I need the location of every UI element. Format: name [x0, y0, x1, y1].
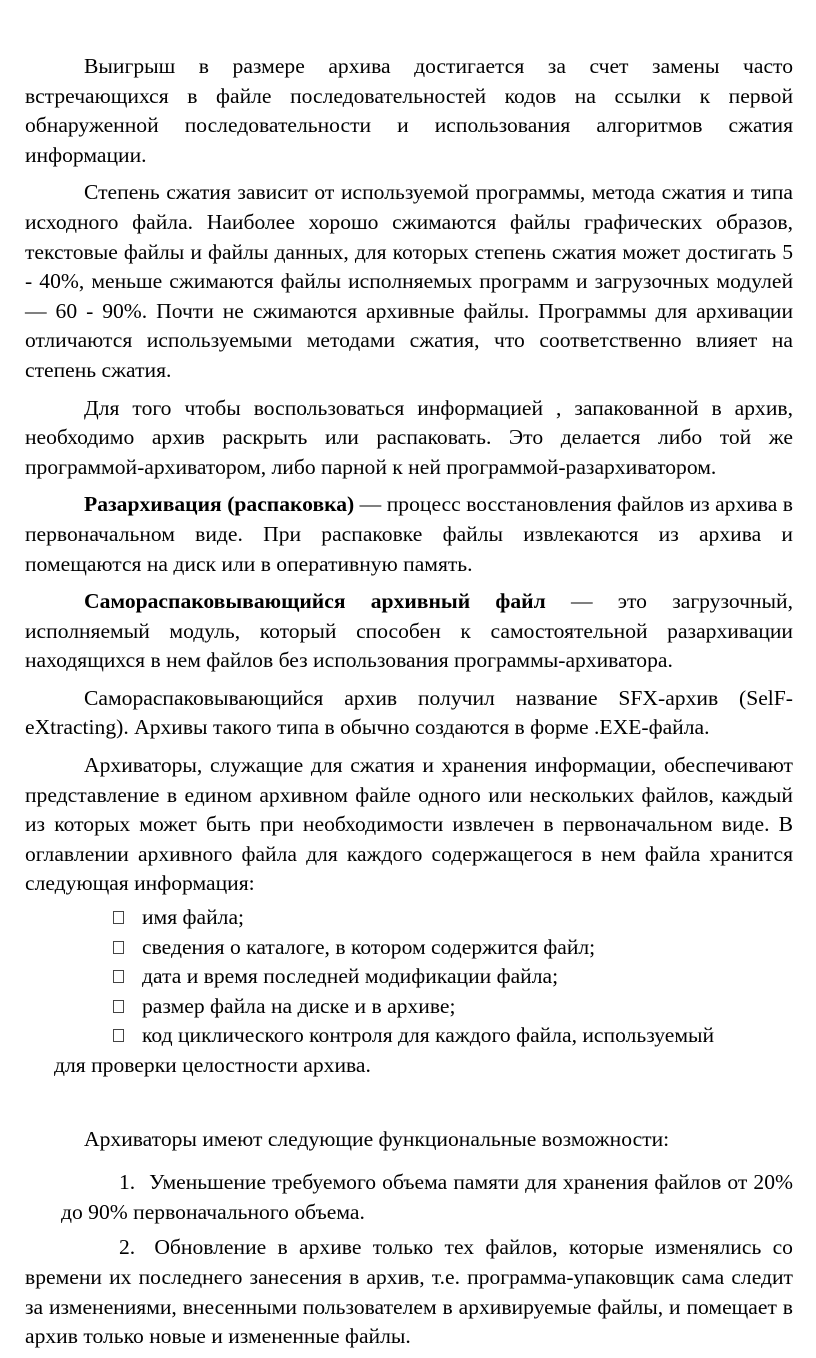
bullet-box-icon [113, 911, 124, 924]
item-text: Обновление в архиве только тех файлов, которые изменялись со времени их последнего занесения в архив, т.е. программа-упаковщик сама следит за изменениями, внесенными пользователем в архивируемые файлы, и помещает в архив только новые и измененные файлы. [25, 1235, 793, 1349]
paragraph-sfx-definition [25, 587, 793, 676]
bullet-box-icon [113, 941, 124, 954]
paragraph-compression-ratio: Степень сжатия зависит от используемой программы, метода сжатия и типа исходного файла. Наиболее хорошо сжимаются файлы графических образов, текстовые файлы и файлы данных, для которых степень сжатия может достигать 5 - 40%, меньше сжимаются файлы исполняемых программ и загрузочных модулей — 60 - 90%. Почти не сжимаются архивные файлы. Программы для архивации отличаются используемыми методами сжатия, что соответственно влияет на степень сжатия. [25, 180, 793, 382]
paragraph-sfx-name: Самораспаковывающийся архив получил название SFX-архив (SelF-eXtracting). Архивы такого типа в обычно создаются в форме .EXE-файла. [25, 685, 793, 740]
paragraph-archivers-function: Архиваторы, служащие для сжатия и хранения информации, обеспечивают представление в едином архивном файле одного или нескольких файлов, каждый из которых может быть при необходимости извлечен в первоначальном виде. В оглавлении архивного файла для каждого содержащегося в нем файла хранится следующая информация: [25, 753, 793, 896]
item-number: 1. [119, 1170, 136, 1195]
numbered-list [25, 1168, 793, 1352]
bullet-box-icon [113, 1000, 124, 1013]
numbered-item [25, 1233, 793, 1351]
term-sfx: Самораспаковывающийся архивный файл [84, 589, 546, 614]
list-item: имя файла; [25, 903, 793, 933]
numbered-item [25, 1168, 793, 1227]
document-page [25, 52, 793, 1358]
capabilities-intro: Архиваторы имеют следующие функциональные возможности: [84, 1126, 670, 1151]
list-item: дата и время последней модификации файла; [25, 962, 793, 992]
list-item: размер файла на диске и в архиве; [25, 992, 793, 1022]
item-number: 2. [119, 1235, 136, 1260]
bullet-list [25, 903, 793, 1051]
term-unarchiving: Разархивация (распаковка) [84, 492, 355, 517]
list-item: код циклического контроля для каждого файла, используемый [25, 1021, 793, 1051]
bullet-box-icon [113, 1029, 124, 1042]
bullet-continuation: для проверки целостности архива. [54, 1053, 371, 1077]
paragraph-unarchiving-definition [25, 490, 793, 579]
paragraph-archive-gain: Выигрыш в размере архива достигается за счет замены часто встречающихся в файле последовательностей кодов на ссылки к первой обнаруженной последовательности и использования алгоритмов сжатия информации. [25, 54, 793, 167]
bullet-box-icon [113, 970, 124, 983]
paragraph-unpacking-intro: Для того чтобы воспользоваться информацией , запакованной в архив, необходимо архив раскрыть или распаковать. Это делается либо той же программой-архиватором, либо парной к ней программой-разархиватором. [25, 395, 793, 479]
list-item: сведения о каталоге, в котором содержится файл; [25, 933, 793, 963]
definition-sfx: — это загрузочный, исполняемый модуль, который способен к самостоятельной разархивации находящихся в нем файлов без использования программы-архиватора. [25, 589, 793, 673]
item-text: Уменьшение требуемого объема памяти для хранения файлов от 20% до 90% первоначального объема. [61, 1170, 793, 1224]
definition-unarchiving: — процесс восстановления файлов из архива в первоначальном виде. При распаковке файлы извлекаются из архива и помещаются на диск или в оперативную память. [25, 492, 793, 576]
